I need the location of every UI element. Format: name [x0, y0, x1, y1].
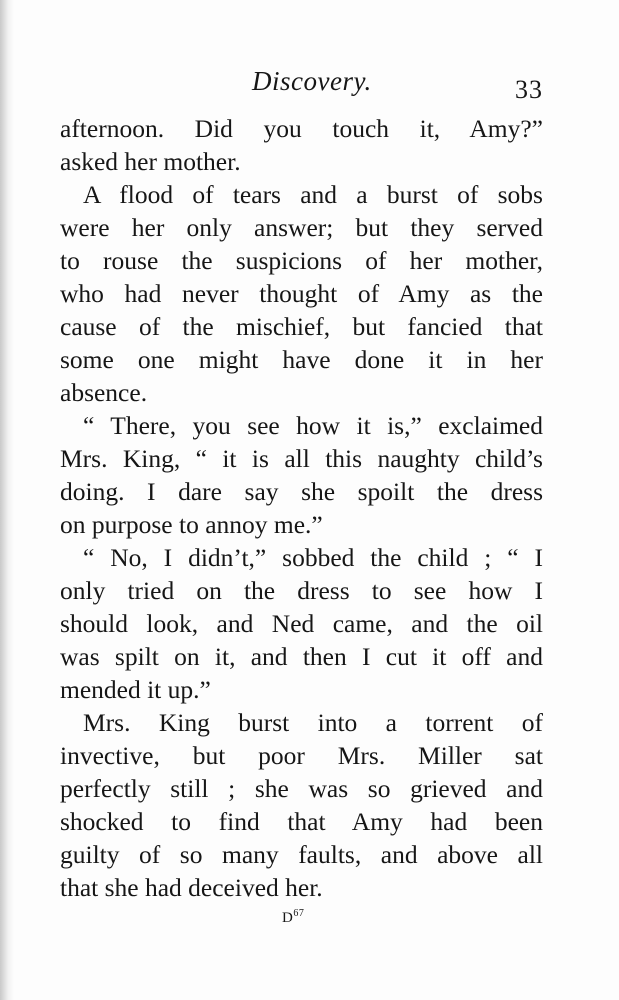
signature-letter: D — [282, 910, 294, 926]
text-line: “ No, I didn’t,” sobbed the child ; “ I — [83, 543, 543, 572]
text-line: mended it up.” — [60, 675, 211, 704]
printer-signature-mark — [282, 908, 304, 927]
running-title: Discovery. — [252, 66, 372, 96]
text-line: Mrs. King, “ it is all this naughty child’s — [60, 444, 543, 473]
text-line: was spilt on it, and then I cut it off and — [60, 642, 543, 671]
text-line: absence. — [60, 378, 148, 407]
text-line: should look, and Ned came, and the oil — [60, 609, 543, 638]
text-line: cause of the mischief, but fancied that — [60, 312, 543, 341]
signature-number: 67 — [293, 908, 305, 919]
text-line: doing. I dare say she spoilt the dress — [60, 477, 543, 506]
text-line: asked her mother. — [60, 147, 241, 176]
text-line: that she had deceived her. — [60, 873, 323, 902]
text-line: Mrs. King burst into a torrent of — [83, 708, 543, 737]
text-line: who had never thought of Amy as the — [60, 279, 543, 308]
text-line: shocked to find that Amy had been — [60, 807, 543, 836]
text-line: on purpose to annoy me.” — [60, 510, 323, 539]
page-number: 33 — [515, 75, 543, 104]
text-line: perfectly still ; she was so grieved and — [60, 774, 543, 803]
text-line: to rouse the suspicions of her mother, — [60, 246, 543, 275]
text-line: afternoon. Did you touch it, Amy?” — [60, 114, 543, 143]
text-line: only tried on the dress to see how I — [60, 576, 543, 605]
text-line: were her only answer; but they served — [60, 213, 543, 242]
page-header — [0, 66, 619, 106]
text-line: guilty of so many faults, and above all — [60, 840, 543, 869]
text-line: “ There, you see how it is,” exclaimed — [83, 411, 543, 440]
text-line: A flood of tears and a burst of sobs — [83, 180, 543, 209]
text-line: invective, but poor Mrs. Miller sat — [60, 741, 543, 770]
text-line: some one might have done it in her — [60, 345, 543, 374]
